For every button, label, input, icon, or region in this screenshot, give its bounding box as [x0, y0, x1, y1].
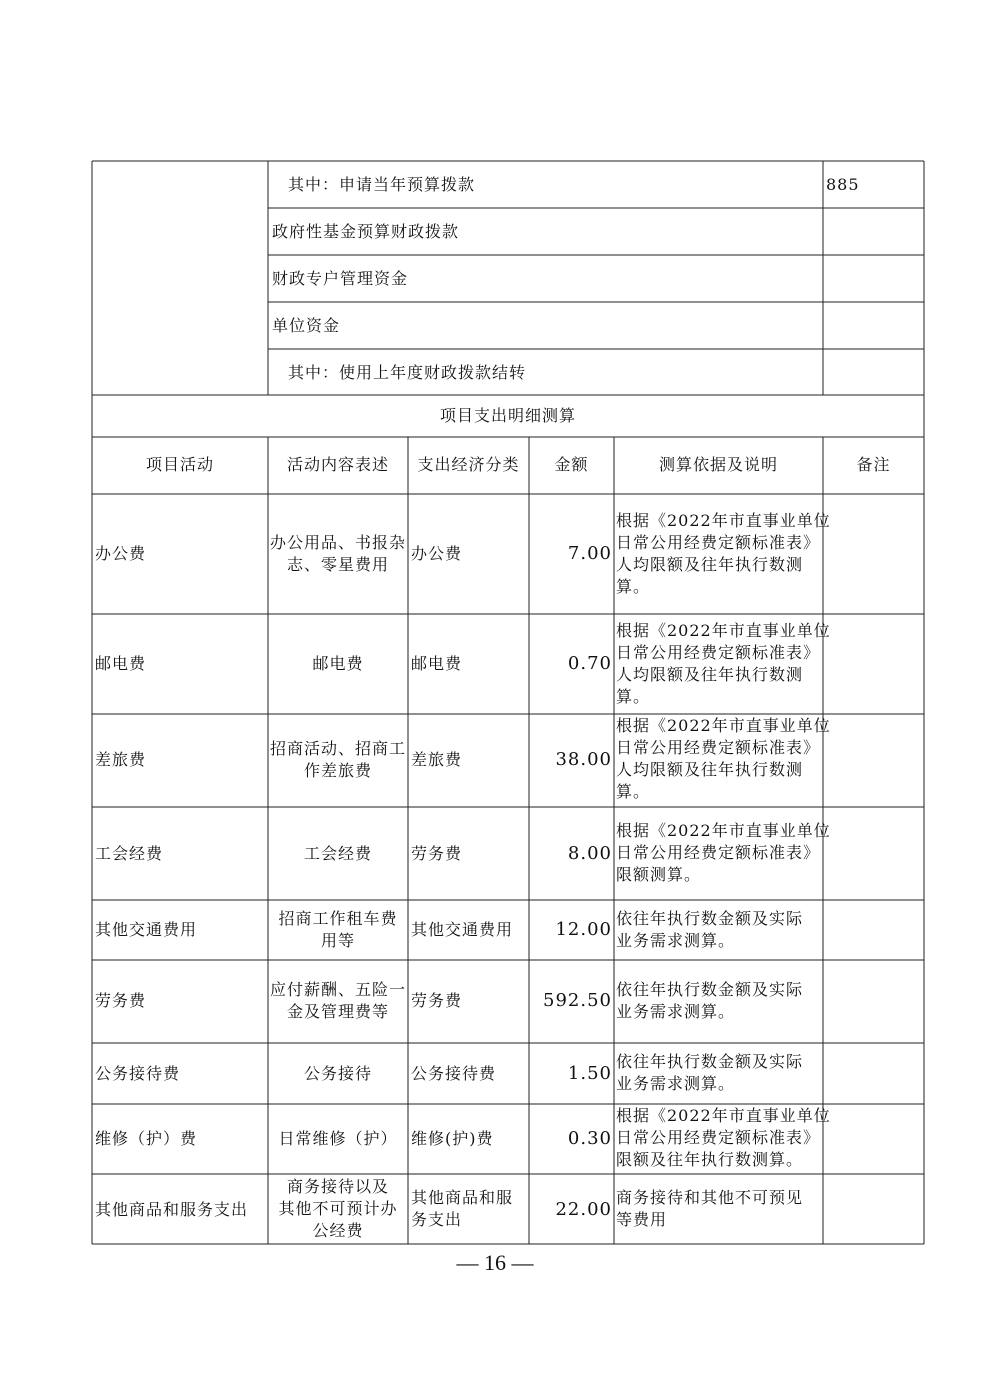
row-amount: 12.00 — [555, 919, 612, 940]
row-basis: 依往年执行数金额及实际 业务需求测算。 — [616, 1052, 804, 1093]
row-amount: 0.30 — [567, 1128, 612, 1149]
funding-label-unit-funds: 单位资金 — [272, 316, 341, 335]
funding-label-special-account: 财政专户管理资金 — [272, 269, 409, 288]
page-number: — 16 — — [456, 1250, 534, 1275]
funding-label-gov-fund: 政府性基金预算财政拨款 — [272, 222, 460, 241]
row-activity: 办公费 — [95, 544, 147, 563]
row-content: 办公用品、书报杂 志、零星费用 — [269, 533, 406, 574]
row-category: 办公费 — [411, 544, 463, 563]
row-basis: 根据《2022年市直事业单位 日常公用经费定额标准表》 限额及往年执行数测算。 — [616, 1106, 831, 1169]
row-category: 差旅费 — [411, 750, 463, 769]
row-category: 劳务费 — [411, 844, 463, 863]
row-content: 日常维修（护） — [278, 1129, 398, 1148]
header-content: 活动内容表述 — [286, 455, 389, 474]
row-amount: 592.50 — [543, 990, 612, 1011]
funding-value-current-year: 885 — [826, 175, 860, 194]
row-activity: 公务接待费 — [95, 1064, 181, 1083]
row-activity: 差旅费 — [95, 750, 147, 769]
row-content: 工会经费 — [303, 844, 372, 863]
row-amount: 7.00 — [567, 543, 612, 564]
header-category: 支出经济分类 — [417, 455, 520, 474]
row-category: 其他交通费用 — [411, 920, 514, 939]
header-activity: 项目活动 — [145, 455, 214, 474]
row-category: 邮电费 — [411, 654, 463, 673]
row-content: 邮电费 — [312, 654, 364, 673]
row-basis: 根据《2022年市直事业单位 日常公用经费定额标准表》 人均限额及往年执行数测 算。 — [616, 716, 831, 801]
row-content: 招商工作租车费 用等 — [278, 909, 398, 950]
header-amount: 金额 — [554, 455, 589, 474]
row-amount: 8.00 — [567, 843, 612, 864]
section-title: 项目支出明细测算 — [439, 406, 576, 425]
funding-label-carryover: 其中：使用上年度财政拨款结转 — [288, 363, 527, 382]
row-content: 公务接待 — [303, 1064, 372, 1083]
row-category: 维修(护)费 — [411, 1129, 494, 1148]
header-remark: 备注 — [856, 455, 891, 474]
row-amount: 22.00 — [555, 1199, 612, 1220]
row-basis: 根据《2022年市直事业单位 日常公用经费定额标准表》 人均限额及往年执行数测 算。 — [616, 511, 831, 596]
row-activity: 工会经费 — [95, 844, 164, 863]
row-amount: 0.70 — [567, 653, 612, 674]
row-basis: 根据《2022年市直事业单位 日常公用经费定额标准表》 人均限额及往年执行数测 算。 — [616, 621, 831, 706]
row-activity: 其他商品和服务支出 — [95, 1200, 249, 1219]
row-category: 公务接待费 — [411, 1064, 497, 1083]
row-amount: 1.50 — [567, 1063, 612, 1084]
row-category: 劳务费 — [411, 991, 463, 1010]
row-content: 应付薪酬、五险一 金及管理费等 — [269, 980, 406, 1021]
row-content: 招商活动、招商工 作差旅费 — [269, 739, 406, 780]
row-basis: 商务接待和其他不可预见 等费用 — [616, 1188, 804, 1229]
row-basis: 依往年执行数金额及实际 业务需求测算。 — [616, 980, 804, 1021]
row-amount: 38.00 — [555, 749, 612, 770]
row-activity: 其他交通费用 — [95, 920, 198, 939]
funding-label-current-year: 其中：申请当年预算拨款 — [288, 175, 476, 194]
row-activity: 劳务费 — [95, 991, 147, 1010]
row-category: 其他商品和服 务支出 — [411, 1188, 514, 1229]
row-content: 商务接待以及 其他不可预计办 公经费 — [278, 1177, 398, 1240]
row-basis: 依往年执行数金额及实际 业务需求测算。 — [616, 909, 804, 950]
row-basis: 根据《2022年市直事业单位 日常公用经费定额标准表》 限额测算。 — [616, 821, 831, 884]
row-activity: 维修（护）费 — [95, 1129, 198, 1148]
header-basis: 测算依据及说明 — [658, 455, 778, 474]
row-activity: 邮电费 — [95, 654, 147, 673]
